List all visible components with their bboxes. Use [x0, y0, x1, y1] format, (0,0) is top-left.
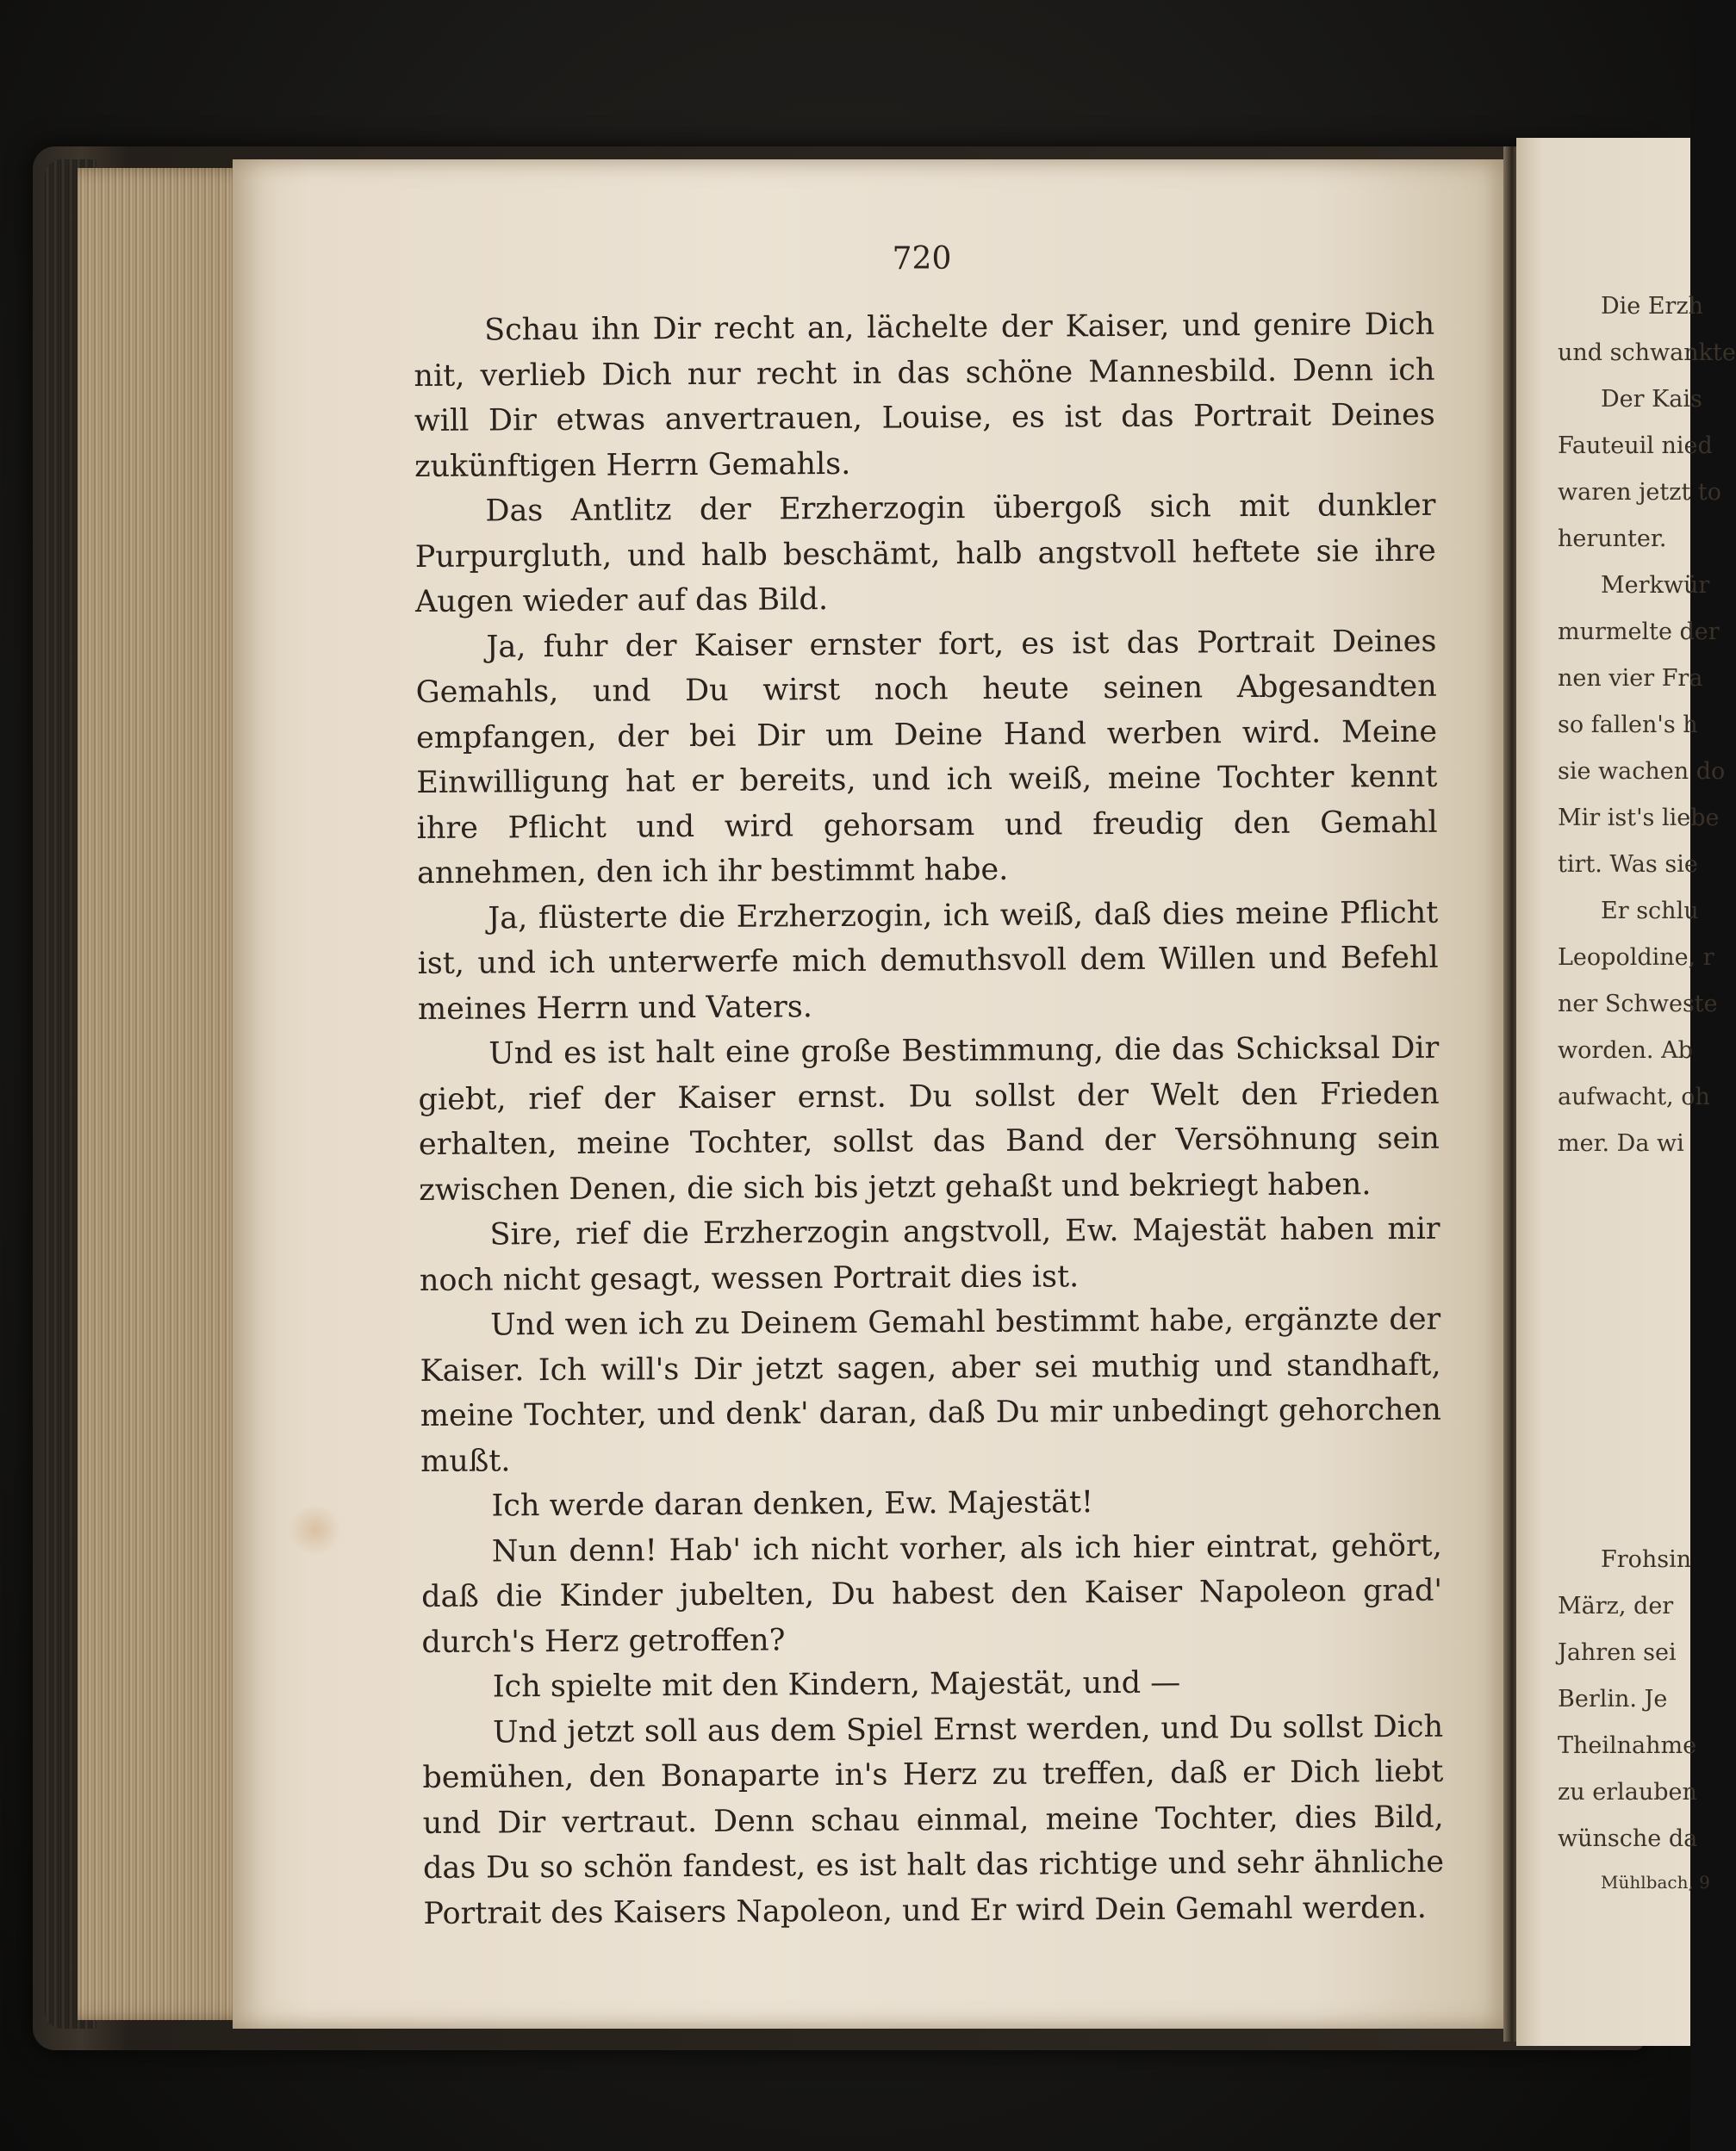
line-fragment: Der Kais: [1601, 386, 1702, 413]
paragraph: Und jetzt soll aus dem Spiel Ernst werden, und Du sollst Dich bemühen, den Bonaparte in's Herz zu treffen, daß er Dich liebt und Dir vertraut. Denn schau einmal, meine Tochter, dies Bild, das Du so schön fandest, es ist halt das richtige und sehr ähnliche Portrait des Kaisers Napoleon, und Er wird Dein Gemahl werden.: [422, 1709, 1445, 1931]
paragraph: Und es ist halt eine große Bestimmung, die das Schicksal Dir giebt, rief der Kaiser ernst. Du sollst der Welt den Frieden erhalten, meine Tochter, sollst das Band der Versöhnung sein zwischen Denen, die sich bis jetzt gehaßt und bekriegt haben.: [418, 1030, 1440, 1208]
line-fragment: Leopoldine, r: [1558, 944, 1714, 971]
page-text: [414, 302, 1445, 1937]
line-fragment: Fauteuil nied: [1558, 432, 1713, 459]
next-page-text-lower: [1558, 1546, 1710, 1918]
line-fragment: Berlin. Je: [1558, 1686, 1668, 1713]
line-fragment: und schwankte: [1558, 339, 1736, 366]
paragraph: Das Antlitz der Erzherzogin übergoß sich mit dunkler Purpurgluth, und halb beschämt, halb angstvoll heftete sie ihre Augen wieder auf das Bild.: [414, 488, 1436, 619]
line-fragment: nen vier Fra: [1558, 665, 1703, 692]
line-fragment: murmelte der: [1558, 619, 1720, 645]
line-fragment: Mir ist's liebe: [1558, 805, 1720, 831]
line-fragment: Theilnahme: [1558, 1732, 1697, 1759]
paragraph: Nun denn! Hab' ich nicht vorher, als ich hier eintrat, gehört, daß die Kinder jubelten, Du habest den Kaiser Napoleon grad' durch's Herz getroffen?: [421, 1528, 1443, 1660]
line-fragment: mer. Da wi: [1558, 1130, 1684, 1157]
line-fragment: Frohsin: [1601, 1546, 1692, 1573]
line-fragment: zu erlauben: [1558, 1779, 1697, 1806]
line-fragment: März, der: [1558, 1593, 1674, 1619]
line-fragment: waren jetzt to: [1558, 479, 1722, 506]
paragraph: Ja, fuhr der Kaiser ernster fort, es ist das Portrait Deines Gemahls, und Du wirst noch heute seinen Abgesandten empfangen, der bei Dir um Deine Hand werben wird. Meine Einwilligung hat er bereits, und ich weiß, meine Tochter kennt ihre Pflicht und wird gehorsam und freudig den Gemahl annehmen, den ich ihr bestimmt habe.: [415, 624, 1438, 891]
line-fragment: ner Schweste: [1558, 991, 1718, 1017]
page-stain: [289, 1503, 342, 1557]
paragraph: Und wen ich zu Deinem Gemahl bestimmt habe, ergänzte der Kaiser. Ich will's Dir jetzt sagen, aber sei muthig und standhaft, meine Tochter, und denk' daran, daß Du mir unbedingt gehorchen mußt.: [420, 1302, 1441, 1479]
line-fragment: worden. Ab: [1558, 1037, 1693, 1064]
line-fragment: sie wachen do: [1558, 758, 1726, 785]
line-fragment: tirt. Was sie: [1558, 851, 1698, 878]
line-fragment: so fallen's h: [1558, 712, 1698, 738]
line-fragment: Jahren sei: [1558, 1639, 1677, 1666]
paragraph: Ich spielte mit den Kindern, Majestät, und —: [492, 1665, 1181, 1705]
next-page-text-upper: [1558, 293, 1736, 1177]
paragraph: Schau ihn Dir recht an, lächelte der Kaiser, und genire Dich nit, verlieb Dich nur recht in das schöne Mannesbild. Denn ich will Dir etwas anvertrauen, Louise, es ist das Portrait Deines zukünftigen Herrn Gemahls.: [414, 307, 1435, 484]
line-fragment: Merkwür: [1601, 572, 1710, 599]
line-fragment: Die Erzh: [1601, 293, 1704, 320]
line-fragment: Er schlu: [1601, 898, 1699, 924]
paragraph: Ja, flüsterte die Erzherzogin, ich weiß, daß dies meine Pflicht ist, und ich unterwerfe mich demuthsvoll dem Willen und Befehl meines Herrn und Vaters.: [417, 895, 1439, 1027]
paragraph: Sire, rief die Erzherzogin angstvoll, Ew. Majestät haben mir noch nicht gesagt, wessen Portrait dies ist.: [419, 1211, 1440, 1298]
line-fragment: aufwacht, oh: [1558, 1084, 1710, 1110]
paragraph: Ich werde daran denken, Ew. Majestät!: [491, 1485, 1094, 1524]
line-fragment: herunter.: [1558, 525, 1667, 552]
page-number: 720: [892, 241, 952, 277]
line-fragment: wünsche da: [1558, 1825, 1698, 1852]
line-fragment: Mühlbach, 9: [1601, 1872, 1710, 1893]
